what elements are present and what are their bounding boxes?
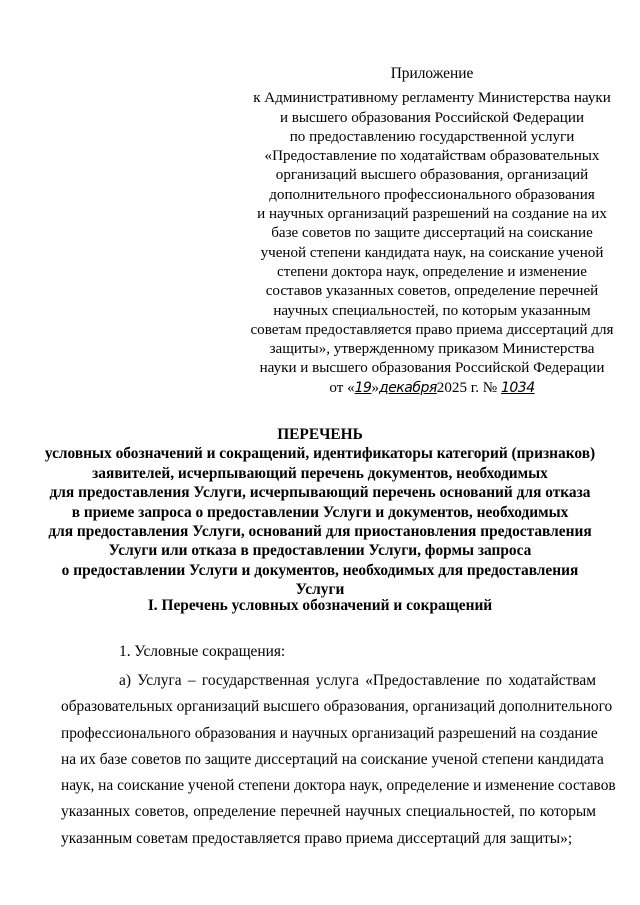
heading-line: о предоставлении Услуги и документов, необходимых для предоставления xyxy=(61,561,579,579)
appendix-line: по предоставлению государственной услуги xyxy=(289,128,575,145)
date-mid: » xyxy=(371,379,380,396)
heading-line: условных обозначений и сокращений, идентификаторы категорий (признаков) xyxy=(44,445,596,463)
date-prefix: от « xyxy=(329,379,355,396)
paragraph-line: указанных советов, определение перечней научных специальностей, по которым xyxy=(61,803,596,821)
paragraph-item-1: 1. Условные сокращения: xyxy=(119,643,286,660)
heading-title: ПЕРЕЧЕНЬ xyxy=(277,426,363,443)
appendix-title: Приложение xyxy=(390,65,474,82)
appendix-line: дополнительного профессионального образования xyxy=(269,186,595,203)
heading-line: для предоставления Услуги, оснований для приостановления предоставления xyxy=(48,523,592,541)
appendix-line: составов указанных советов, определение перечней xyxy=(265,283,599,300)
list-heading xyxy=(40,425,600,600)
paragraph-line: профессионального образования и научных организаций разрешений на создание xyxy=(61,724,598,742)
paragraph-line: наук, на соискание ученой степени доктора наук, определение и изменение составов xyxy=(61,777,616,795)
appendix-line: степени доктора наук, определение и изменение xyxy=(277,263,587,280)
handwritten-month: декабря xyxy=(379,379,437,396)
appendix-line: советам предоставляется право приема диссертаций для xyxy=(250,321,614,338)
appendix-block xyxy=(232,64,632,398)
appendix-line: ученой степени кандидата наук, на соискание ученой xyxy=(260,244,604,261)
date-year: 2025 г. № xyxy=(436,379,498,396)
appendix-line: и научных организаций разрешений на создание на их xyxy=(257,206,607,223)
appendix-line: «Предоставление по ходатайствам образовательных xyxy=(264,148,600,165)
handwritten-order-number: 1034 xyxy=(500,379,535,396)
heading-line: для предоставления Услуги, исчерпывающий перечень оснований для отказа xyxy=(49,484,591,502)
appendix-line: к Административному регламенту Министерства науки xyxy=(253,90,611,107)
appendix-line: защиты», утвержденному приказом Министерства xyxy=(269,341,595,358)
section-title: I. Перечень условных обозначений и сокращений xyxy=(147,597,493,614)
heading-line: Услуги или отказа в предоставлении Услуги, формы запроса xyxy=(108,542,532,560)
appendix-line: научных специальностей, по которым указанным xyxy=(273,302,591,319)
appendix-line: базе советов по защите диссертаций на соискание xyxy=(271,225,593,242)
heading-line: в приеме запроса о предоставлении Услуги и документов, необходимых xyxy=(71,503,569,521)
paragraph-line: на их базе советов по защите диссертаций на соискание ученой степени кандидата xyxy=(61,750,604,768)
appendix-line: и высшего образования Российской Федерации xyxy=(279,109,585,126)
appendix-line: науки и высшего образования Российской Федерации xyxy=(259,360,605,377)
paragraph-line: указанным советам предоставляется право приема диссертаций для защиты»; xyxy=(61,829,573,847)
order-date-line xyxy=(232,379,632,398)
paragraph-line: образовательных организаций высшего образования, организаций дополнительного xyxy=(61,698,613,716)
paragraph-item-a xyxy=(61,668,616,852)
appendix-line: организаций высшего образования, организаций xyxy=(275,167,589,184)
handwritten-day: 19 xyxy=(354,379,372,396)
paragraph-line: а) Услуга – государственная услуга «Предоставление по ходатайствам xyxy=(119,672,596,689)
heading-line: заявителей, исчерпывающий перечень документов, необходимых xyxy=(92,464,548,482)
heading-line: Услуги xyxy=(295,581,345,599)
